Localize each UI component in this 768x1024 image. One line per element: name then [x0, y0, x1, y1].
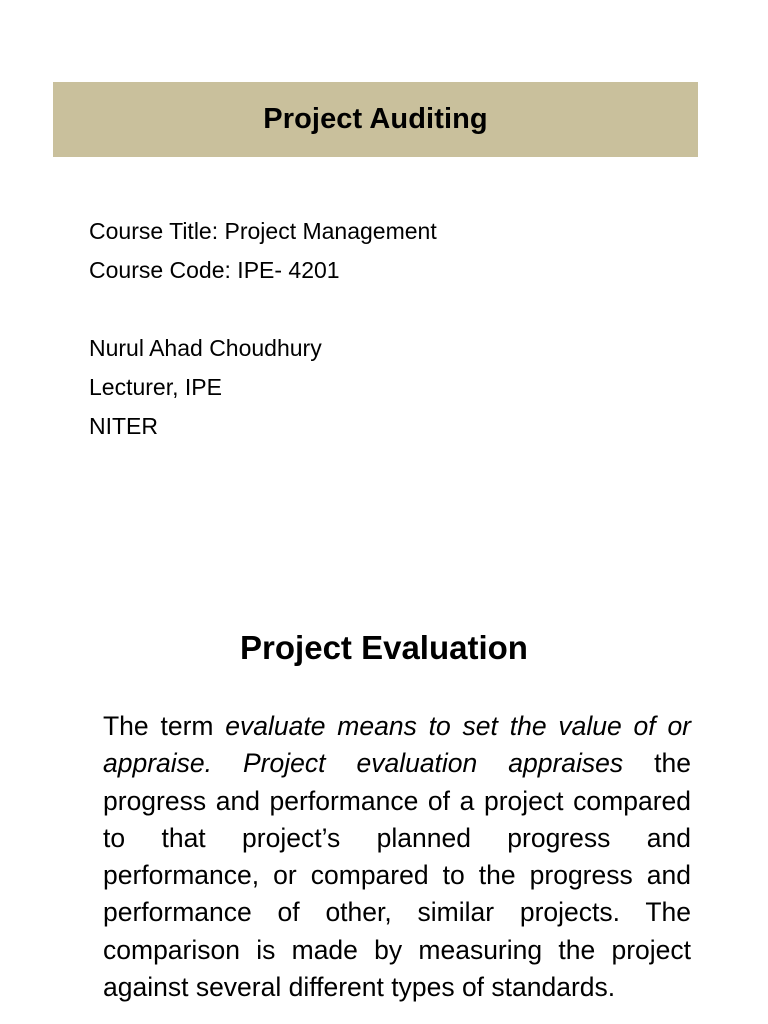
course-code-line: Course Code: IPE- 4201 [89, 257, 340, 283]
paragraph-body: the progress and performance of a project compared to that project’s planned progress and performance, or compared to the progress and performance of other, similar projects. The comparison is made by measuring the project against several different types of standards. [103, 748, 691, 1003]
course-info [89, 212, 649, 446]
instructor-role: Lecturer, IPE [89, 374, 222, 400]
paragraph-definition: evaluate means to set the value of or appraise. Project evaluation appraises [103, 711, 692, 779]
title-banner [53, 82, 698, 157]
institution-name: NITER [89, 413, 158, 439]
body-paragraph [103, 708, 691, 1006]
course-title-line: Course Title: Project Management [89, 218, 437, 244]
page-title: Project Auditing [263, 103, 488, 135]
section-title: Project Evaluation [240, 629, 528, 666]
paragraph-intro: The term [103, 711, 226, 741]
instructor-name: Nurul Ahad Choudhury [89, 335, 322, 361]
